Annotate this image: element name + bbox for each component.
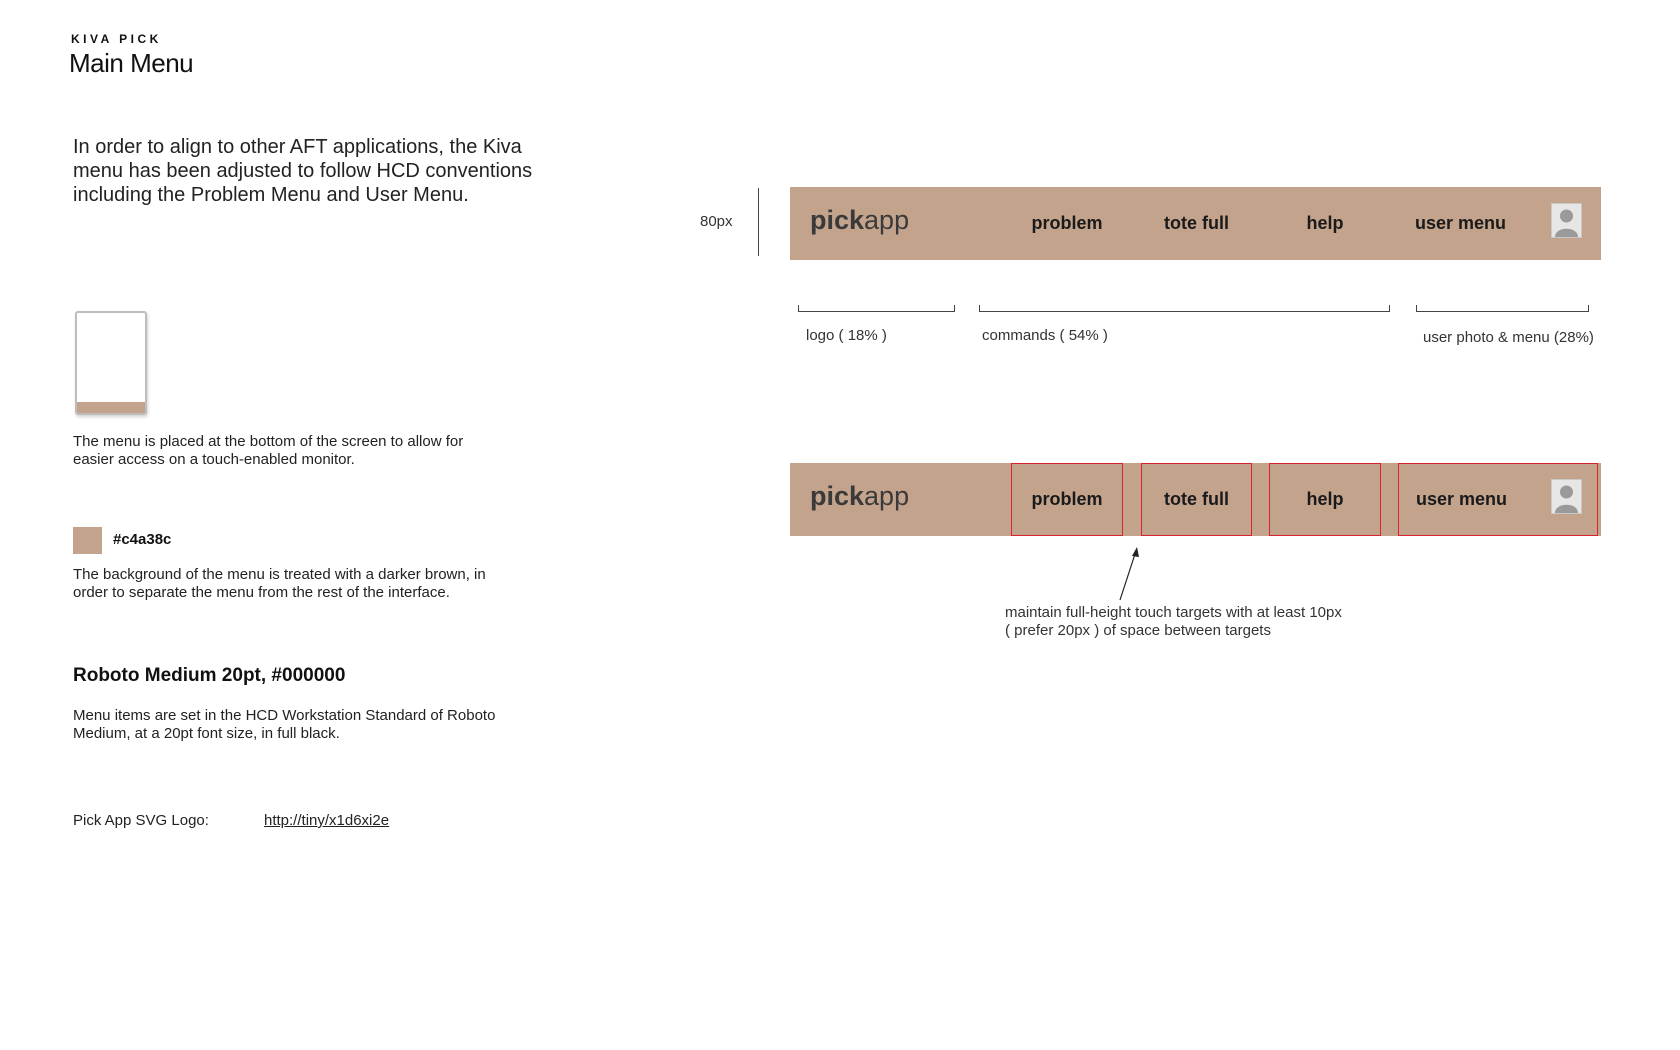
logo-link[interactable]: http://tiny/x1d6xi2e	[264, 812, 390, 829]
menu-item-user-menu[interactable]: user menu	[1415, 213, 1507, 233]
menu-bar-touch-targets	[790, 463, 1601, 536]
typography-description: Menu items are set in the HCD Workstation Standard of Roboto Medium, at a 20pt font size, in full black.	[73, 707, 496, 742]
color-swatch	[73, 527, 102, 554]
logo-bracket	[798, 305, 955, 312]
user-avatar-icon[interactable]	[1551, 479, 1582, 514]
user-section-label: user photo & menu (28%)	[1423, 329, 1594, 346]
height-dimension-line	[758, 188, 761, 256]
placement-description: The menu is placed at the bottom of the screen to allow for easier access on a touch-enabled monitor.	[73, 433, 464, 468]
height-label: 80px	[700, 213, 733, 230]
touch-target-help[interactable]: help	[1269, 463, 1381, 536]
menu-bar-example	[790, 187, 1601, 260]
menu-item-tote-full[interactable]: tote full	[1164, 213, 1229, 233]
logo-section-label: logo ( 18% )	[806, 327, 887, 344]
menu-item-help[interactable]: help	[1306, 213, 1344, 233]
background-description: The background of the menu is treated with a darker brown, in order to separate the menu from the rest of the interface.	[73, 566, 486, 601]
monitor-icon	[75, 311, 147, 415]
pickapp-logo: pickapp	[810, 481, 910, 511]
user-bracket	[1416, 305, 1589, 312]
color-hex: #c4a38c	[113, 531, 172, 548]
touch-target-user-menu[interactable]: user menu	[1398, 463, 1598, 536]
monitor-menu-bar	[77, 402, 145, 413]
annotation-arrow-icon	[1110, 545, 1150, 603]
page-title: Main Menu	[69, 48, 194, 78]
touch-target-annotation	[1005, 604, 1342, 640]
logo-label: Pick App SVG Logo:	[73, 812, 209, 829]
touch-target-tote-full[interactable]: tote full	[1141, 463, 1252, 536]
font-spec-heading: Roboto Medium 20pt, #000000	[73, 665, 346, 686]
annotation-line-1: maintain full-height touch targets with at least 10px	[1005, 604, 1342, 621]
touch-target-problem[interactable]: problem	[1011, 463, 1123, 536]
annotation-line-2: ( prefer 20px ) of space between targets	[1005, 622, 1271, 639]
intro-text: In order to align to other AFT applications, the Kiva menu has been adjusted to follow HCD conventions including the Problem Menu and User Menu.	[73, 136, 533, 206]
commands-section-label: commands ( 54% )	[982, 327, 1108, 344]
pickapp-logo: pickapp	[810, 205, 910, 235]
user-avatar-icon[interactable]	[1551, 203, 1582, 238]
section-eyebrow: KIVA PICK	[71, 32, 162, 46]
menu-item-problem[interactable]: problem	[1031, 213, 1103, 233]
commands-bracket	[979, 305, 1390, 312]
